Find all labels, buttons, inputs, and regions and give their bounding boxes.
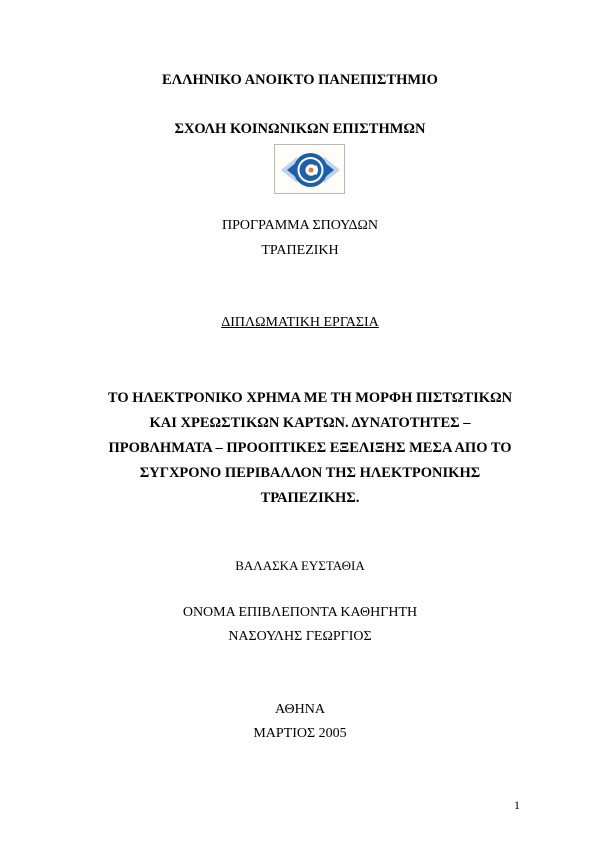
title-line: ΤΟ ΗΛΕΚΤΡΟΝΙΚΟ ΧΡΗΜΑ ΜΕ ΤΗ ΜΟΡΦΗ ΠΙΣΤΩΤΙΚΩΝ (107, 390, 513, 406)
page-number: 1 (514, 798, 520, 812)
title-line: ΣΥΓΧΡΟΝΟ ΠΕΡΙΒΑΛΛΟΝ ΤΗΣ ΗΛΕΚΤΡΟΝΙΚΗΣ (139, 465, 481, 481)
university-name: ΕΛΛΗΝΙΚΟ ΑΝΟΙΚΤΟ ΠΑΝΕΠΙΣΤΗΜΙΟ (162, 72, 438, 88)
university-emblem-icon (275, 145, 346, 195)
thesis-title (95, 386, 525, 511)
title-line: ΤΡΑΠΕΖΙΚΗΣ. (260, 490, 360, 506)
university-logo (274, 144, 345, 194)
title-line: ΚΑΙ ΧΡΕΩΣΤΙΚΩΝ ΚΑΡΤΩΝ. ΔΥΝΑΤΟΤΗΤΕΣ – (149, 415, 471, 431)
title-line: ΠΡΟΒΛΗΜΑΤΑ – ΠΡΟΟΠΤΙΚΕΣ ΕΞΕΛΙΞΗΣ ΜΕΣΑ ΑΠΟ ΤΟ (108, 440, 512, 456)
supervisor-name: ΝΑΣΟΥΛΗΣ ΓΕΩΡΓΙΟΣ (228, 629, 372, 644)
document-type-text: ΔΙΠΛΩΜΑΤΙΚΗ ΕΡΓΑΣΙΑ (221, 315, 379, 330)
date: ΜΑΡΤΙΟΣ 2005 (253, 726, 347, 741)
author-name: ΒΑΛΑΣΚΑ ΕΥΣΤΑΘΙΑ (235, 558, 365, 573)
program-label: ΠΡΟΓΡΑΜΜΑ ΣΠΟΥΔΩΝ (221, 218, 378, 233)
document-type (0, 315, 600, 331)
city: ΑΘΗΝΑ (275, 702, 325, 717)
program-name: ΤΡΑΠΕΖΙΚΗ (261, 243, 339, 258)
supervisor-label: ΟΝΟΜΑ ΕΠΙΒΛΕΠΟΝΤΑ ΚΑΘΗΓΗΤΗ (182, 605, 418, 620)
school-name: ΣΧΟΛΗ ΚΟΙΝΩΝΙΚΩΝ ΕΠΙΣΤΗΜΩΝ (174, 121, 426, 137)
